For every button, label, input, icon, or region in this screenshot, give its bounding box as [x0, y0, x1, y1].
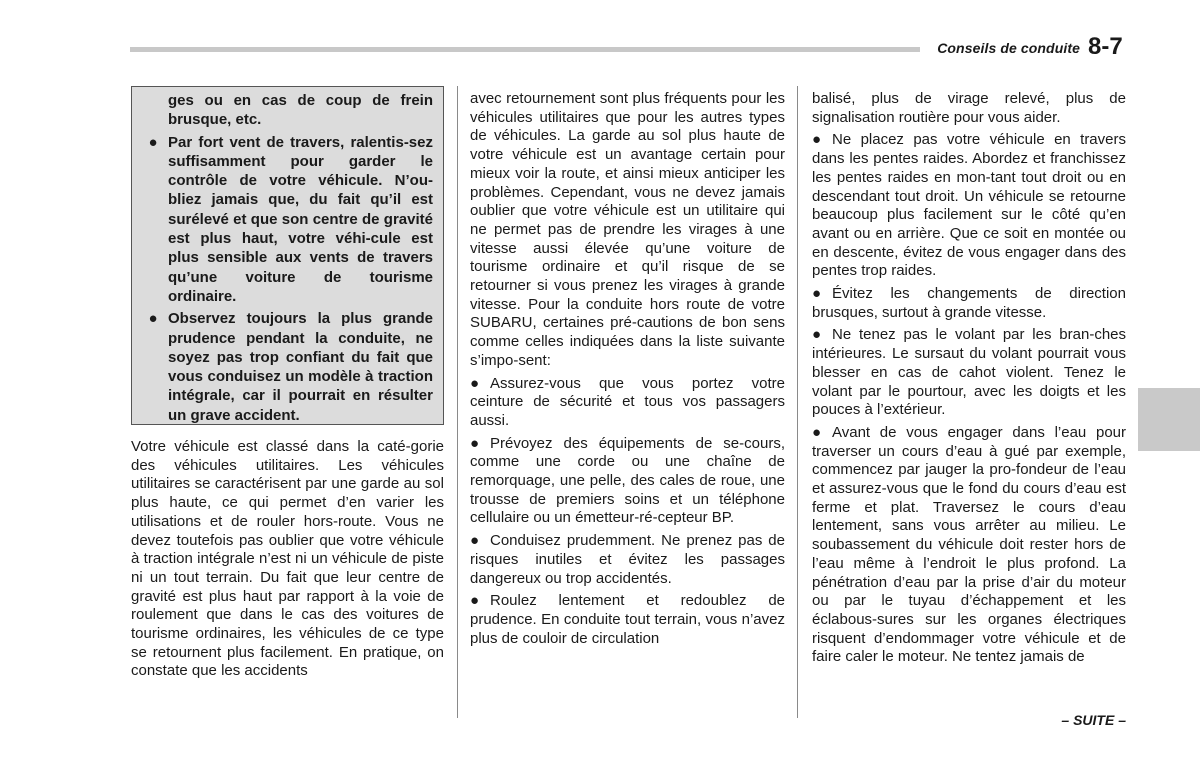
list-item-text: Ne tenez pas le volant par les bran-ches intérieures. Le sursaut du volant pourrait vous blesser en cas de cahot violent. Tenez le volant par le pourtour, avec les doigts et les pouces à l’extérieur. — [812, 326, 1126, 419]
column-divider — [797, 86, 798, 718]
chapter-thumb-tab — [1138, 388, 1200, 451]
list-item-text: Roulez lentement et redoublez de prudence. En conduite tout terrain, vous n’avez plus de couloir de circulation — [470, 592, 785, 647]
list-item — [470, 375, 785, 431]
bullet-icon: ● — [470, 374, 480, 392]
column-1 — [131, 438, 444, 685]
warning-box — [131, 86, 444, 425]
warning-item — [144, 309, 433, 425]
warning-continuation: ges ou en cas de coup de frein brusque, etc. — [168, 92, 433, 129]
warning-item — [144, 133, 433, 307]
section-title: Conseils de conduite — [937, 40, 1080, 56]
bullet-icon: ● — [470, 532, 480, 550]
bullet-icon: ● — [812, 131, 822, 149]
header-rule — [130, 47, 920, 52]
list-item — [470, 592, 785, 648]
bullet-icon: ● — [470, 592, 480, 610]
list-item-text: Assurez-vous que vous portez votre ceinture de sécurité et tous vos passagers aussi. — [470, 374, 785, 429]
warning-item-text: Par fort vent de travers, ralentis-sez suffisamment pour garder le contrôle de votre véhicule. N’ou-bliez jamais que, du fait qu’il est surélevé et que son centre de gravité est plus haut, votre véhi-cule est plus sensible aux vents de travers qu’une voiture de tourisme ordinaire. — [168, 133, 433, 305]
list-item — [470, 532, 785, 588]
list-item — [812, 131, 1126, 281]
list-item-text: Avant de vous engager dans l’eau pour traverser un cours d’eau à gué par exemple, commencez par jauger la pro-fondeur de l’eau et assurez-vous que le fond du cours d’eau est ferme et plat. Traversez le cours d’eau lentement, sans vous arrêter au milieu. Le soubassement du véhicule doit rester hors de l’eau même à l’endroit le plus profond. La pénétration d’eau par la prise d’air du moteur ou par le tuyau d’échappement et les éclabous-sures sur les organes électriques risquent d’endommager votre véhicule et de faire caler le moteur. Ne tentez jamais de — [812, 423, 1126, 666]
body-paragraph: Votre véhicule est classé dans la caté-gorie des véhicules utilitaires. Les véhicules utilitaires se caractérisent par une garde au sol plus haute, ce qui permet d’en varier les utilisations et de rouler hors-route. Vous ne devez toutefois pas oublier que votre véhicule à traction intégrale n’est ni un véhicule de piste ni un tout terrain. Du fait que leur centre de gravité est plus haut par rapport à la voie de roulement que dans le cas des voitures de tourisme ordinaires, les véhicules de ce type se retournent plus facilement. En pratique, on constate que les accidents — [131, 438, 444, 680]
list-item-text: Ne placez pas votre véhicule en travers dans les pentes raides. Abordez et franchissez les pentes raides en mon-tant tout droit ou en descendant tout droit. Un véhicule se retourne beaucoup plus facilement sur le côté qu’en avant ou en arrière. Que ce soit en montée ou en descente, évitez de vous engager dans des pentes trop raides. — [812, 131, 1126, 280]
list-item — [470, 435, 785, 529]
bullet-icon: ● — [470, 434, 480, 452]
bullet-icon: ● — [148, 310, 158, 328]
warning-item-text: Observez toujours la plus grande prudence pendant la conduite, ne soyez pas trop confiant du fait que vous conduisez un modèle à traction intégrale, car il pourrait en résulter un grave accident. — [168, 310, 433, 424]
list-item — [812, 326, 1126, 420]
list-item — [812, 285, 1126, 322]
column-2 — [470, 90, 785, 652]
bullet-icon: ● — [812, 285, 822, 303]
column-3 — [812, 90, 1126, 671]
list-item — [812, 424, 1126, 667]
column-divider — [457, 86, 458, 718]
bullet-icon: ● — [812, 423, 822, 441]
body-paragraph: balisé, plus de virage relevé, plus de signalisation routière pour vous aider. — [812, 90, 1126, 126]
list-item-text: Évitez les changements de direction brusques, surtout à grande vitesse. — [812, 285, 1126, 321]
body-paragraph: avec retournement sont plus fréquents pour les véhicules utilitaires que pour les autres types de véhicules. La garde au sol plus haute de votre véhicule est un avantage certain pour mieux voir la route, et ainsi mieux anticiper les problèmes. Cependant, vous ne devez jamais oublier que votre véhicule est un utilitaire qui ne permet pas de prendre les virages à une vitesse aussi élevée qu’une voiture de tourisme ordinaire et qu’il risque de se retourner si vous prenez les virages à grande vitesse. Pour la conduite hors route de votre SUBARU, certaines pré-cautions de bon sens comme celles indiquées dans la liste suivante s’impo-sent: — [470, 90, 785, 369]
continued-marker: – SUITE – — [1061, 712, 1126, 728]
list-item-text: Prévoyez des équipements de se-cours, comme une corde ou une chaîne de remorquage, une pelle, des cales de roue, une trousse de premiers soins et un téléphone cellulaire ou un émetteur-ré-cepteur BP. — [470, 434, 785, 527]
bullet-icon: ● — [812, 326, 822, 344]
bullet-icon: ● — [148, 133, 158, 151]
page-number: 8-7 — [1088, 33, 1123, 60]
list-item-text: Conduisez prudemment. Ne prenez pas de risques inutiles et évitez les passages dangereux ou trop accidentés. — [470, 532, 785, 587]
